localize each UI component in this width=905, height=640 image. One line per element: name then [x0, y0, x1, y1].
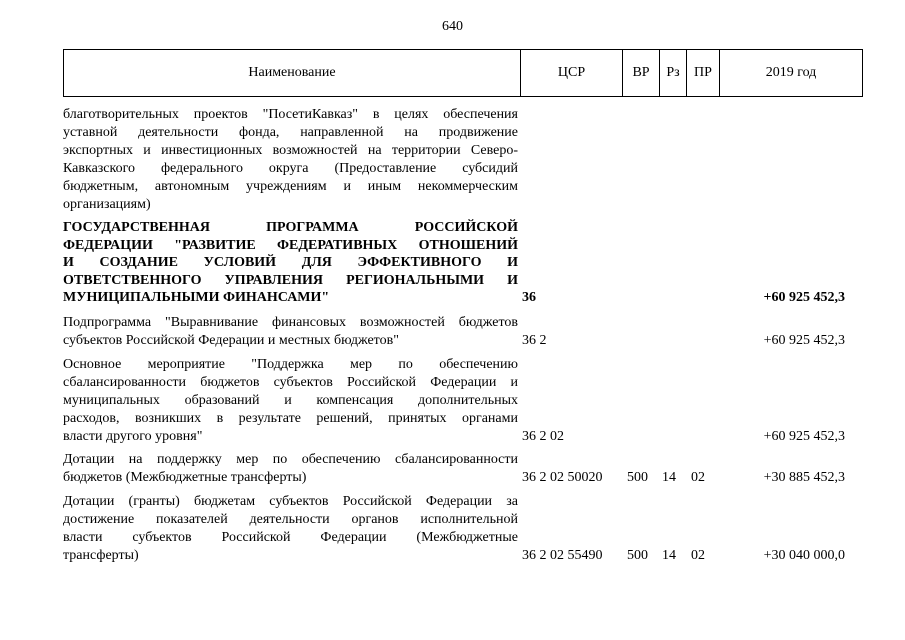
header-year: 2019 год: [765, 65, 817, 80]
row-csr: 36 2 02 55490: [522, 548, 603, 563]
row-name-line: власти другого уровня": [63, 429, 203, 444]
header-pr: ПР: [687, 50, 720, 96]
table-row: [63, 493, 863, 565]
row-name-line: организациям): [63, 197, 151, 212]
row-name-line: расходов, возникших в результате решений, принятых органами: [63, 411, 518, 426]
row-name-line: ФЕДЕРАЦИИ "РАЗВИТИЕ ФЕДЕРАТИВНЫХ ОТНОШЕНИЙ: [63, 237, 518, 253]
header-csr: ЦСР: [521, 50, 623, 96]
row-name-line: субъектов Российской Федерации и местных бюджетов": [63, 333, 399, 348]
header-rz: Рз: [660, 50, 687, 96]
row-name-line: ГОСУДАРСТВЕННАЯ ПРОГРАММА РОССИЙСКОЙ: [63, 220, 518, 235]
row-name-line: Дотации на поддержку мер по обеспечению сбалансированности: [63, 452, 518, 467]
row-rz: 14: [662, 470, 676, 485]
header-name: Наименование: [64, 50, 521, 96]
row-name: [63, 106, 518, 214]
row-csr: 36: [522, 290, 536, 305]
row-rz: 14: [662, 548, 676, 563]
row-csr: 36 2: [522, 333, 547, 348]
row-sum: +30 040 000,0: [763, 548, 845, 563]
table-row: [63, 314, 863, 350]
table-row: [63, 106, 863, 212]
row-name-line: муниципальных образований и компенсация дополнительных: [63, 393, 518, 408]
row-vr: 500: [627, 548, 648, 563]
row-name-line: экспортных и инвестиционных возможностей на территории Северо-: [63, 143, 518, 158]
table-row: [63, 356, 863, 446]
row-pr: 02: [691, 548, 705, 563]
table-row: [63, 219, 863, 309]
row-name-line: трансферты): [63, 548, 139, 563]
row-name-line: достижение показателей деятельности органов исполнительной: [63, 512, 518, 527]
row-name: [63, 219, 518, 307]
row-vr: 500: [627, 470, 648, 485]
row-name-line: власти субъектов Российской Федерации (Межбюджетные: [63, 530, 518, 545]
row-name-line: ОТВЕТСТВЕННОГО УПРАВЛЕНИЯ РЕГИОНАЛЬНЫМИ И: [63, 272, 518, 288]
row-csr: 36 2 02 50020: [522, 470, 603, 485]
row-name-line: Дотации (гранты) бюджетам субъектов Российской Федерации за: [63, 494, 518, 509]
row-name: [63, 493, 518, 565]
row-name-line: МУНИЦИПАЛЬНЫМИ ФИНАНСАМИ": [63, 290, 330, 305]
table-header: [63, 49, 863, 97]
row-name: [63, 356, 518, 446]
page-number: 640: [442, 19, 463, 34]
header-vr: ВР: [623, 50, 660, 96]
row-name-line: благотворительных проектов "ПосетиКавказ" в целях обеспечения: [63, 107, 518, 122]
row-pr: 02: [691, 470, 705, 485]
table-row: [63, 451, 863, 487]
row-sum: +60 925 452,3: [763, 429, 845, 444]
row-name-line: бюджетов (Межбюджетные трансферты): [63, 470, 307, 485]
row-sum: +60 925 452,3: [763, 333, 845, 348]
row-name: [63, 314, 518, 350]
row-name-line: уставной деятельности фонда, направленной на продвижение: [63, 125, 518, 140]
row-name-line: Основное мероприятие "Поддержка мер по обеспечению: [63, 357, 518, 372]
row-name-line: Подпрограмма "Выравнивание финансовых возможностей бюджетов: [63, 315, 518, 330]
row-name: [63, 451, 518, 487]
row-csr: 36 2 02: [522, 429, 564, 444]
row-name-line: Кавказского федерального округа (Предоставление субсидий: [63, 161, 518, 176]
row-name-line: сбалансированности бюджетов субъектов Российской Федерации и: [63, 375, 518, 390]
row-name-line: бюджетным, автономным учреждениям и иным некоммерческим: [63, 179, 518, 194]
row-sum: +60 925 452,3: [763, 290, 845, 305]
row-sum: +30 885 452,3: [763, 470, 845, 485]
row-name-line: И СОЗДАНИЕ УСЛОВИЙ ДЛЯ ЭФФЕКТИВНОГО И: [63, 255, 518, 270]
